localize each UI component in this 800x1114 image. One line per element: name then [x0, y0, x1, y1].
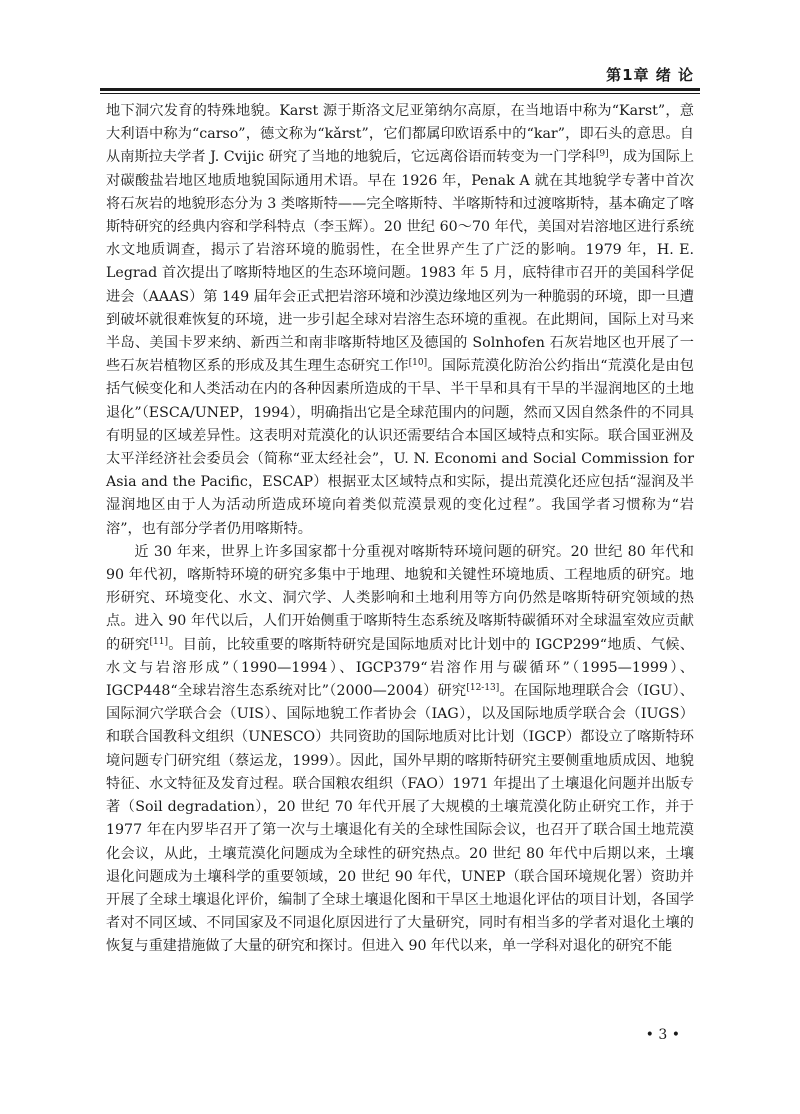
paragraph-text: 。在国际地理联合会（IGU）、国际洞穴学联合会（UIS）、国际地貌工作者协会（IAG），以及国际地质学联合会（IUGS）和联合国教科文组织（UNESCO）共同资助的国际地质对比计划（IGCP）都设立了喀斯特环境问题专门研究组（蔡运龙，1999）。因此，国外早期的喀斯特研究主要侧重地质成因、地貌特征、水文特征及发育过程。联合国粮农组织（FAO）1971 年提出了土壤退化问题并出版专著（Soil degradation），20 世纪 70 年代开展了大规模的土壤荒漠化防止研究工作，并于 1977 年在内罗毕召开了第一次与土壤退化有关的全球性国际会议，也召开了联合国土地荒漠化会议，从此，土壤荒漠化问题成为全球性的研究热点。20 世纪 80 年代中后期以来，土壤退化问题成为土壤科学的重要领域，20 世纪 90 年代，UNEP（联合国环境规化署）资助并开展了全球土壤退化评价，编制了全球土壤退化图和干旱区土地退化评估的项目计划，各国学者对不同区域、不同国家及不同退化原因进行了大量研究，同时有相当多的学者对退化土壤的恢复与重建措施做了大量的研究和探讨。但进入 90 年代以来，单一学科对退化的研究不能	[106, 683, 694, 955]
paragraph-text: 地下洞穴发育的特殊地貌。Karst 源于斯洛文尼亚第纳尔高原，在当地语中称为“Karst”，意大利语中称为“carso”，德文称为“kǎrst”，它们都属印欧语系中的“kar”，即石头的意思。自从南斯拉夫学者 J. Cvijic 研究了当地的地貌后，它远离俗语而转变为一门学科	[106, 103, 694, 166]
paragraph-text: ，成为国际上对碳酸盐岩地区地质地貌国际通用术语。早在 1926 年，Penak A 就在其地貌学专著中首次将石灰岩的地貌形态分为 3 类喀斯特——完全喀斯特、半喀斯特和过渡喀斯特，基本确定了喀斯特研究的经典内容和学科特点（李玉辉）。20 世纪 60～70 年代，美国对岩溶地区进行系统水文地质调查，揭示了岩溶环境的脆弱性，在全世界产生了广泛的影响。1979 年，H. E. Legrad 首次提出了喀斯特地区的生态环境问题。1983 年 5 月，底特律市召开的美国科学促进会（AAAS）第 149 届年会正式把岩溶环境和沙漠边缘地区列为一种脆弱的环境，即一旦遭到破坏就很难恢复的环境，进一步引起全球对岩溶生态环境的重视。在此期间，国际上对马来半岛、美国卡罗来纳、新西兰和南非喀斯特地区及德国的 Solnhofen 石灰岩地区也开展了一些石灰岩植物区系的形成及其生理生态研究工作	[106, 149, 694, 375]
citation-ref: [10]	[408, 358, 428, 369]
paragraph-text: 近 30 年来，世界上许多国家都十分重视对喀斯特环境问题的研究。20 世纪 80 年代和 90 年代初，喀斯特环境的研究多集中于地理、地貌和关键性环境地质、工程地质的研究。地形研究、环境变化、水文、洞穴学、人类影响和土地利用等方向仍然是喀斯特研究领域的热点。进入 90 年代以后，人们开始侧重于喀斯特生态系统及喀斯特碳循环对全球温室效应贡献的研究	[106, 543, 694, 653]
paragraph-text: 。目前，比较重要的喀斯特研究是国际地质对比计划中的 IGCP299“地质、气候、水文与岩溶形成”（1990—1994）、IGCP379“岩溶作用与碳循环”（1995—1999）、IGCP448“全球岩溶生态系统对比”（2000—2004）研究	[106, 636, 694, 700]
citation-ref: [9]	[595, 149, 609, 160]
citation-ref: [12-13]	[466, 683, 500, 694]
paragraph	[106, 100, 694, 541]
paragraph-text: 。国际荒漠化防治公约指出“荒漠化是由包括气候变化和人类活动在内的各种因素所造成的干旱、半干旱和具有干旱的半湿润地区的土地退化”（ESCA/UNEP，1994），明确指出它是全球范围内的问题，然而又因自然条件的不同具有明显的区域差异性。这表明对荒漠化的认识还需要结合本国区域特点和实际。联合国亚洲及太平洋经济社会委员会（简称“亚太经社会”，U. N. Economi and Social Commission for Asia and the Pacific，ESCAP）根据亚太区域特点和实际，提出荒漠化还应包括“湿润及半湿润地区由于人为活动所造成环境向着类似荒漠景观的变化过程”。我国学者习惯称为“岩溶”，也有部分学者仍用喀斯特。	[106, 358, 694, 537]
body-text	[106, 100, 694, 959]
chapter-title: 第1章 绪 论	[606, 66, 694, 84]
header-rule	[100, 88, 700, 91]
running-header	[100, 58, 700, 88]
page-number: • 3 •	[645, 1027, 680, 1043]
citation-ref: [11]	[149, 636, 168, 647]
paragraph	[106, 541, 694, 959]
